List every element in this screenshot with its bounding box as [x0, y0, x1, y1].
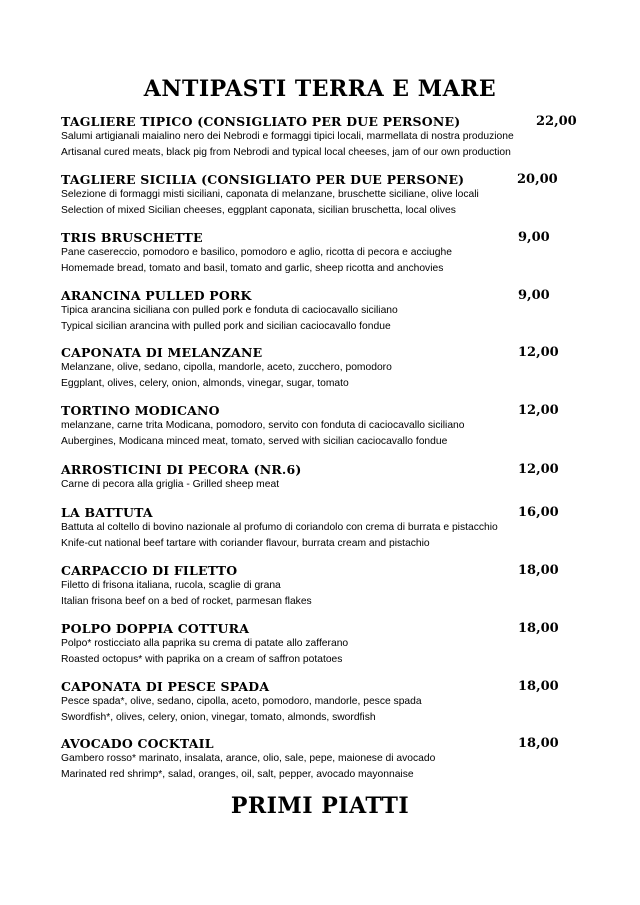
item-price: 18,00 — [518, 736, 559, 751]
item-price: 9,00 — [518, 288, 550, 303]
item-description-en: Roasted octopus* with paprika on a cream of saffron potatoes — [61, 654, 343, 665]
menu-item — [61, 736, 561, 783]
item-description-it: Gambero rosso* marinato, insalata, arance, olio, sale, pepe, maionese di avocado — [61, 753, 436, 764]
menu-item — [61, 621, 561, 668]
item-description-it: Pesce spada*, olive, sedano, cipolla, aceto, pomodoro, mandorle, pesce spada — [61, 696, 422, 707]
item-description-it: Carne di pecora alla griglia - Grilled sheep meat — [61, 479, 280, 490]
menu-item — [61, 230, 561, 277]
section-title-antipasti: ANTIPASTI TERRA E MARE — [143, 76, 497, 102]
item-name: CAPONATA DI PESCE SPADA — [61, 679, 270, 694]
item-description-en: Swordfish*, olives, celery, onion, vinegar, tomato, almonds, swordfish — [61, 712, 376, 723]
item-name: CARPACCIO DI FILETTO — [61, 563, 238, 578]
item-price: 9,00 — [518, 230, 550, 245]
item-price: 12,00 — [518, 462, 559, 477]
item-name: LA BATTUTA — [61, 505, 153, 520]
item-price: 20,00 — [517, 172, 558, 187]
menu-item — [61, 172, 561, 219]
item-description-en: Knife-cut national beef tartare with coriander flavour, burrata cream and pistachio — [61, 538, 430, 549]
item-name: ARROSTICINI DI PECORA (NR.6) — [61, 462, 302, 477]
item-description-it: Selezione di formaggi misti siciliani, caponata di melanzane, bruschette siciliane, olive locali — [61, 189, 479, 200]
item-price: 18,00 — [518, 563, 559, 578]
item-description-en: Homemade bread, tomato and basil, tomato and garlic, sheep ricotta and anchovies — [61, 263, 444, 274]
menu-item — [61, 505, 561, 552]
item-description-it: Melanzane, olive, sedano, cipolla, mandorle, aceto, zucchero, pomodoro — [61, 362, 392, 373]
item-description-it: Battuta al coltello di bovino nazionale al profumo di coriandolo con crema di burrata e pistacchio — [61, 522, 498, 533]
menu-item — [61, 679, 561, 726]
item-name: POLPO DOPPIA COTTURA — [61, 621, 250, 636]
item-description-en: Selection of mixed Sicilian cheeses, eggplant caponata, sicilian bruschetta, local olives — [61, 205, 456, 216]
item-name: TORTINO MODICANO — [61, 403, 220, 418]
item-description-it: Pane casereccio, pomodoro e basilico, pomodoro e aglio, ricotta di pecora e acciughe — [61, 247, 452, 258]
item-price: 12,00 — [518, 345, 559, 360]
item-price: 12,00 — [518, 403, 559, 418]
item-description-en: Marinated red shrimp*, salad, oranges, oil, salt, pepper, avocado mayonnaise — [61, 769, 414, 780]
menu-item — [61, 288, 561, 335]
item-description-en: Aubergines, Modicana minced meat, tomato, served with sicilian caciocavallo fondue — [61, 436, 448, 447]
item-description-it: melanzane, carne trita Modicana, pomodoro, servito con fonduta di caciocavallo siciliano — [61, 420, 465, 431]
item-price: 18,00 — [518, 621, 559, 636]
item-description-en: Typical sicilian arancina with pulled pork and sicilian caciocavallo fondue — [61, 321, 391, 332]
item-name: CAPONATA DI MELANZANE — [61, 345, 263, 360]
menu-item — [61, 403, 561, 450]
menu-item — [61, 345, 561, 392]
item-description-it: Polpo* rosticciato alla paprika su crema di patate allo zafferano — [61, 638, 349, 649]
item-description-en: Eggplant, olives, celery, onion, almonds, vinegar, sugar, tomato — [61, 378, 349, 389]
item-description-en: Artisanal cured meats, black pig from Nebrodi and typical local cheeses, jam of our own production — [61, 147, 511, 158]
item-description-it: Filetto di frisona italiana, rucola, scaglie di grana — [61, 580, 281, 591]
item-name: AVOCADO COCKTAIL — [61, 736, 214, 751]
item-name: ARANCINA PULLED PORK — [61, 288, 252, 303]
menu-item — [61, 462, 561, 493]
item-price: 22,00 — [536, 114, 577, 129]
menu-item — [61, 114, 577, 161]
item-name: TAGLIERE SICILIA (CONSIGLIATO PER DUE PERSONE) — [61, 172, 465, 187]
section-title-primi: PRIMI PIATTI — [230, 793, 410, 819]
menu-item — [61, 563, 561, 610]
item-price: 18,00 — [518, 679, 559, 694]
item-description-it: Tipica arancina siciliana con pulled pork e fonduta di caciocavallo siciliano — [61, 305, 398, 316]
item-name: TRIS BRUSCHETTE — [61, 230, 203, 245]
item-name: TAGLIERE TIPICO (CONSIGLIATO PER DUE PERSONE) — [61, 114, 461, 129]
item-description-en: Italian frisona beef on a bed of rocket, parmesan flakes — [61, 596, 312, 607]
item-description-it: Salumi artigianali maialino nero dei Nebrodi e formaggi tipici locali, marmellata di nostra produzione — [61, 131, 514, 142]
item-price: 16,00 — [518, 505, 559, 520]
